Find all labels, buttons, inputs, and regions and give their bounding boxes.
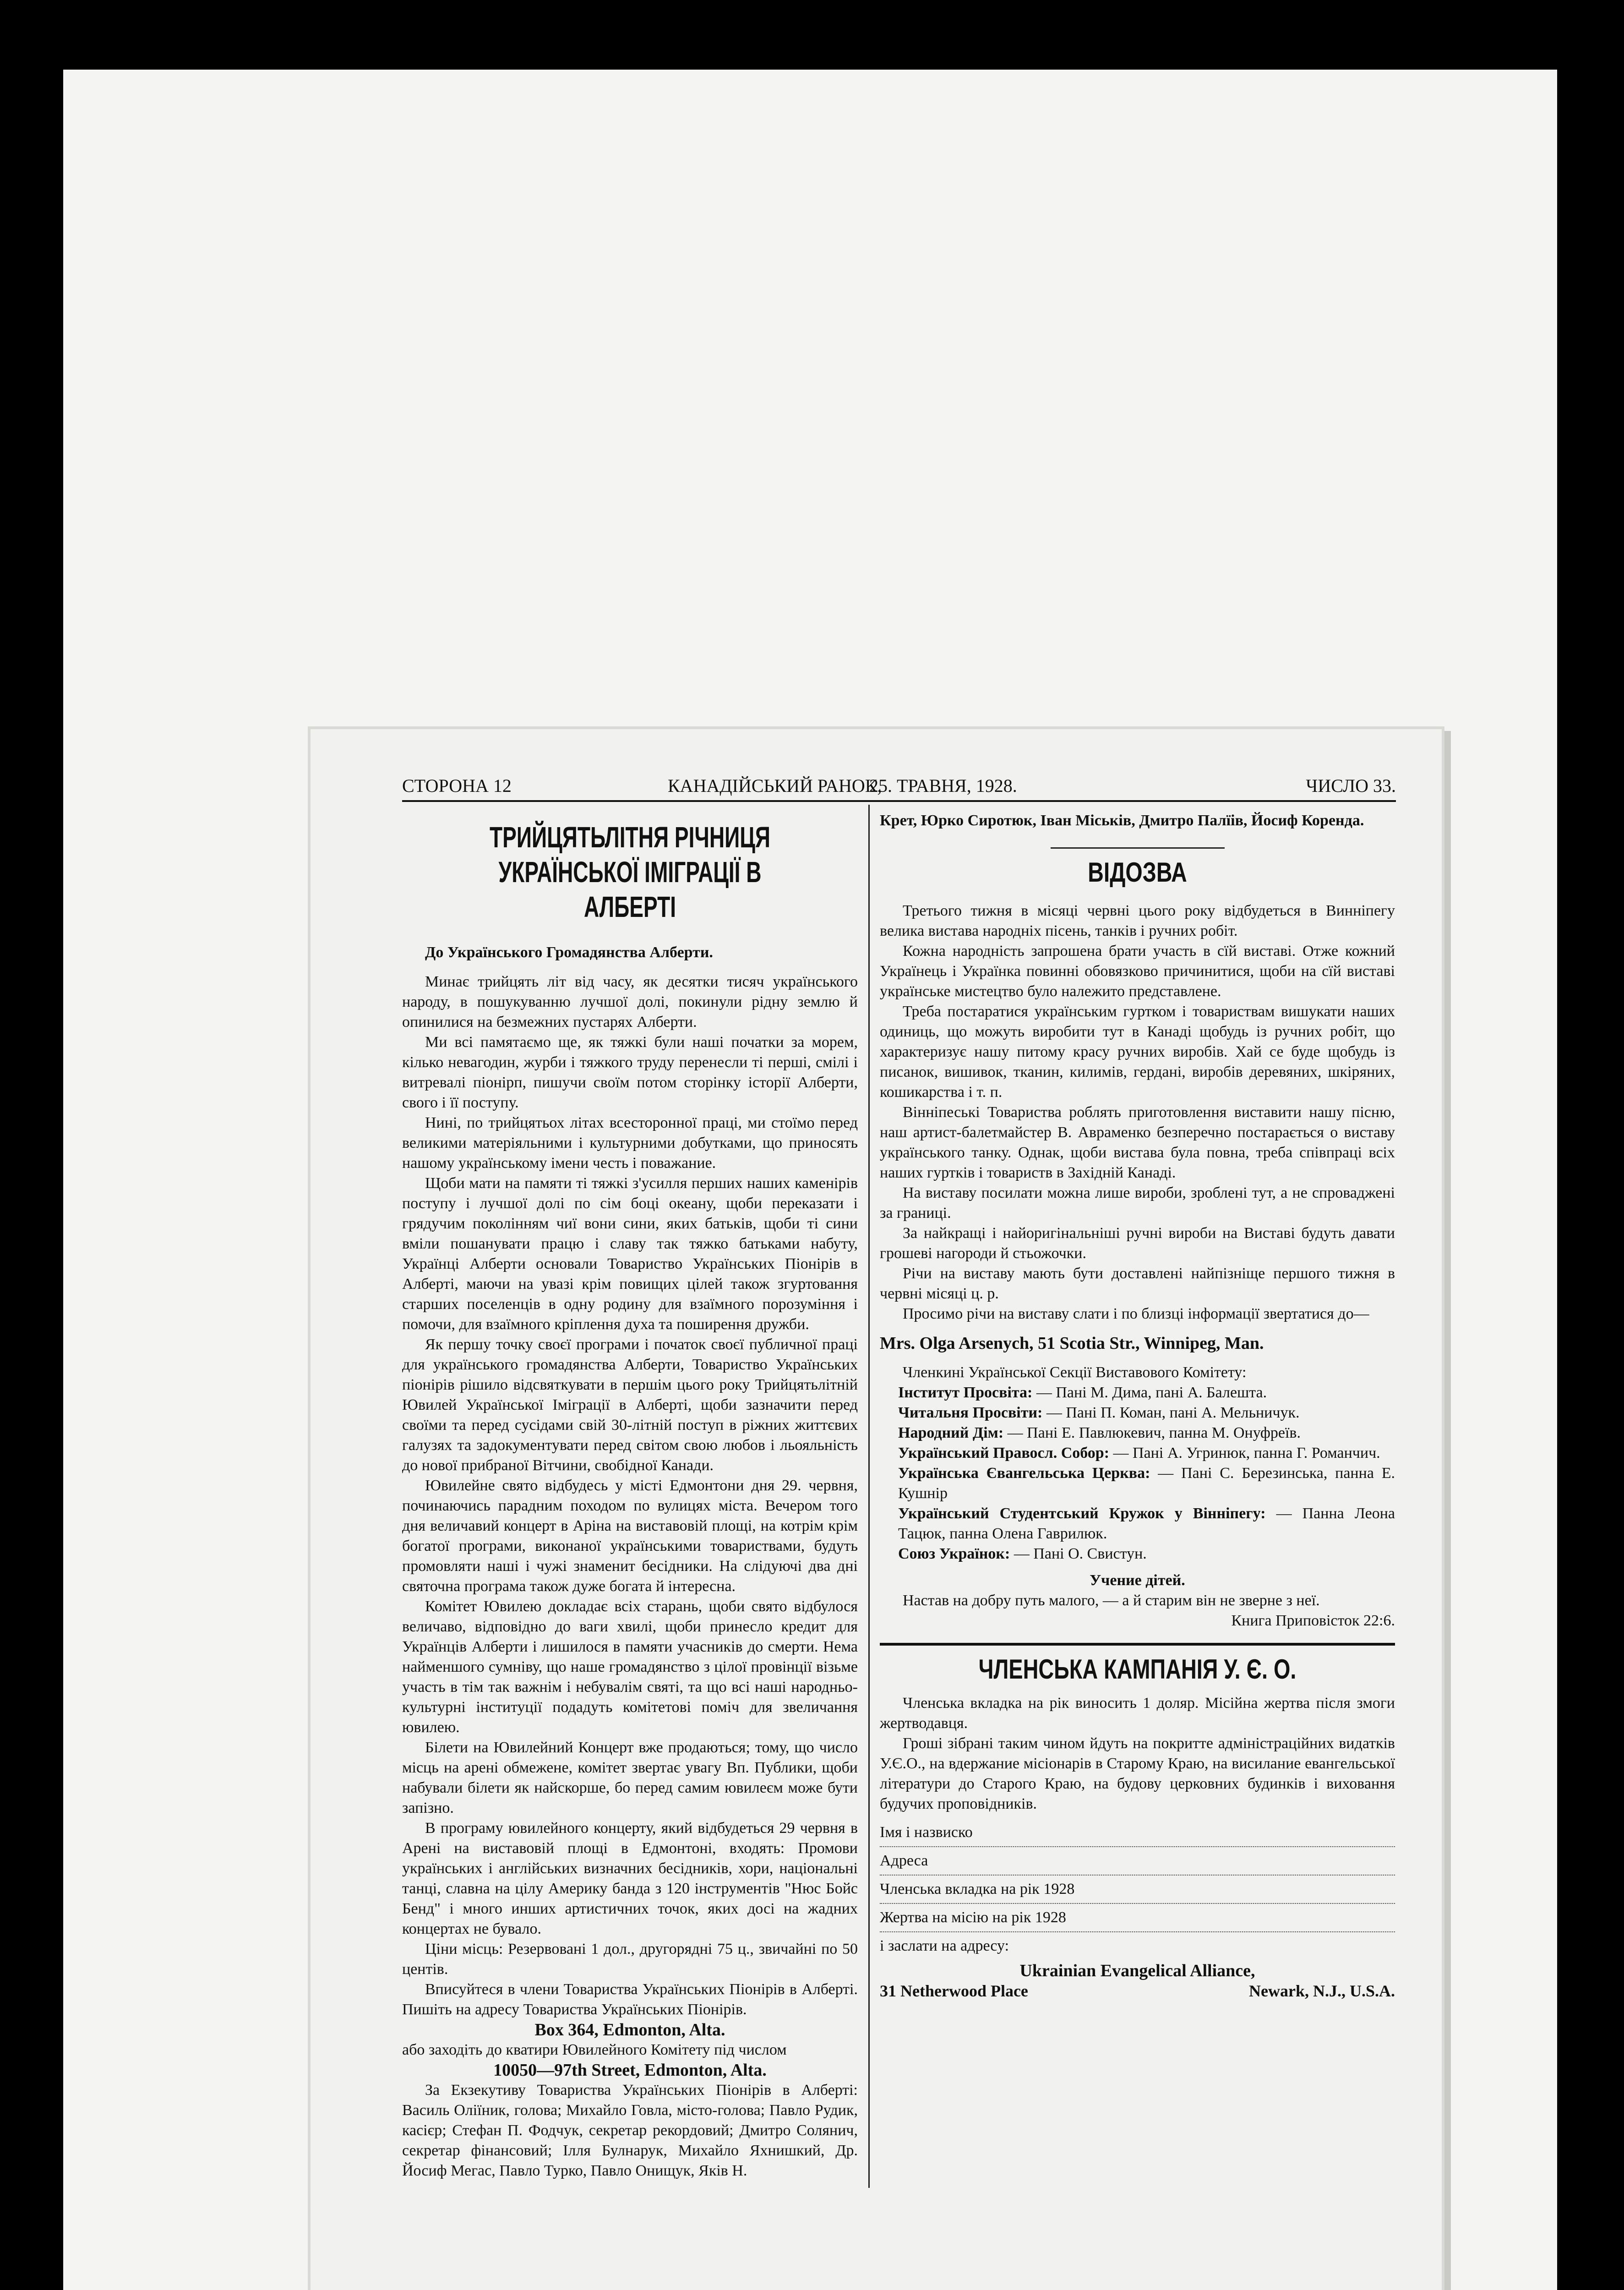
paragraph: Членкині Української Секції Виставового Комітету: xyxy=(903,1364,1247,1381)
alliance-street: 31 Netherwood Place xyxy=(880,1982,1028,2000)
committee-member xyxy=(880,1504,1395,1544)
newspaper-page xyxy=(311,729,1442,2290)
paragraph: Членська вкладка на рік виносить 1 доляр. Місійна жертва після змоги жертводавця. xyxy=(880,1695,1395,1732)
appeal-heading: ВІДОЗВА xyxy=(1088,857,1187,888)
proverb-title: Учение дітей. xyxy=(1090,1572,1185,1589)
paragraph: Ювилейне свято відбудесь у місті Едмонтони дня 29. червня, починаючись парадним походом по вулицях міста. Вечером того дня величавий концерт в Аріна на виставовій площі, на котрім крім богатої програми, виконаної українськими товариствами, будуть промовляти наші і чужі знаменит бесідники. На слідуючі два дні святочна програма також дуже богата й інтересна. xyxy=(402,1477,858,1595)
article-headline: ТРИЙЦЯТЬЛІТНЯ РІЧНИЦЯ УКРАЇНСЬКОЇ ІМІГРАЦІЇ В АЛБЕРТІ xyxy=(490,821,770,923)
form-field xyxy=(880,1819,1395,1847)
form-field xyxy=(880,1876,1395,1904)
committee-member xyxy=(880,1544,1395,1564)
committee-member xyxy=(880,1443,1395,1463)
alliance-address xyxy=(880,1981,1395,2001)
campaign-heading: ЧЛЕНСЬКА КАМПАНІЯ У. Є. О. xyxy=(978,1654,1297,1685)
section-rule xyxy=(880,1643,1395,1646)
column-divider xyxy=(868,805,870,2188)
member-names: — Пані М. Дима, пані А. Балешта. xyxy=(1036,1384,1267,1401)
committee-members xyxy=(880,1383,1395,1564)
paragraph: За найкращі і найоригінальніші ручні вироби на Виставі будуть давати грошеві нагороди й стьожочки. xyxy=(880,1225,1395,1262)
form-field-label: Жертва на місію на рік 1928 xyxy=(880,1909,1066,1926)
running-head xyxy=(402,775,1396,798)
form-field xyxy=(880,1904,1395,1932)
paragraph: Ми всі памятаємо ще, як тяжкі були наші початки за морем, кілько невагодин, журби і тяжкого труду перенесли ті перші, смілі і витревалі піонірп, пишучи своїм потом сторінку історії Алберти, свого і її поступу. xyxy=(402,1034,858,1111)
paragraph: Треба постаратися українським гуртком і товариствам вишукати наших одиниць, що можуть виробити тут в Канаді щобудь із ручних робіт, що характеризує нашу питому красу ручних виробів. Хай се буде щобудь із писанок, вишивок, тканин, килимів, гердані, виробів деревяних, шкіряних, кошикарства і т. п. xyxy=(880,1003,1395,1101)
member-names: — Панна Леона Тацюк, панна Олена Гаврилюк. xyxy=(898,1505,1395,1542)
committee-member xyxy=(880,1463,1395,1504)
committee-member xyxy=(880,1403,1395,1423)
member-names: — Пані С. Березинська, панна Е. Кушнір xyxy=(898,1465,1395,1502)
membership-form xyxy=(880,1819,1395,1932)
paragraph: Комітет Ювилею докладає всіх старань, щоби свято відбулося величаво, відповідно до ваги хвилі, щоби принесло кредит для Українців Алберти і лишилося в памяти учасників до смерти. Нема найменшого сумніву, що наше громадянство з цілої провінції візьме участь в тім так важнім і небувалім святі, та що всі наші народньо-культурні інституції подадуть комітетові поміч для звеличання ювилею. xyxy=(402,1598,858,1736)
proverb: Настав на добру путь малого, — а й старим він не зверне з неї. xyxy=(903,1592,1320,1609)
committee-member xyxy=(880,1423,1395,1443)
box-address: Box 364, Edmonton, Alta. xyxy=(534,2020,725,2039)
paragraph: Гроші зібрані таким чином йдуть на покритте адміністраційних видатків У.Є.О., на вдержание місіонарів в Старому Краю, на висилание евангельської літератури до Старого Краю, на будову церковних будинків і виховання будучих проповідників. xyxy=(880,1735,1395,1812)
paragraph: або заходіть до кватири Ювилейного Комітету під числом xyxy=(402,2041,787,2058)
continuation: Крет, Юрко Сиротюк, Іван Міськів, Дмитро Палїів, Йосиф Коренда. xyxy=(880,812,1364,829)
header-rule xyxy=(402,800,1396,802)
executive-list: За Екзекутиву Товариства Українських Піонірів в Алберті: Василь Оліїник, голова; Михайло Говла, місто-голова; Павло Рудик, касієр; Стефан П. Фодчук, секретар рекордовий; Дмитро Солянич, секретар фінансовий; Ілля Булнарук, Михайло Яхнишкий, Др. Йосиф Мегас, Павло Турко, Павло Онищук, Яків Н. xyxy=(402,2082,858,2179)
member-org: Союз Українок: xyxy=(898,1545,1014,1562)
paragraph: Щоби мати на памяти ті тяжкі з'усилля перших наших каменірів поступу і лучшої долі по сім боці океану, щоби переказати і грядучим поколінням чиї вони сини, яких батьків, щоби ті сини вміли пошанувати працю і славу так тяжко батьками набуту, Українці Алберти основали Товариство Українських Піонірів в Алберті, маючи на увазі крім повищих цілей також згуртовання старших поселенців в одну родину для взаїмного порозуміння і помочи, для взаїмного кріплення духа та поширення дружби. xyxy=(402,1175,858,1333)
member-org: Український Студентський Кружок у Вінніпегу: xyxy=(898,1505,1276,1522)
paragraph: На виставу посилати можна лише вироби, зроблені тут, а не спроваджені за границі. xyxy=(880,1184,1395,1221)
left-column xyxy=(402,811,858,2181)
paragraph: Минає трийцять літ від часу, як десятки тисяч українського народу, в пошукуванню лучшої долі, покинули рідну землю й опинилися на безмежних пустарях Алберти. xyxy=(402,973,858,1030)
member-names: — Пані О. Свистун. xyxy=(1014,1545,1147,1562)
paragraph: Просимо річи на виставу слати і по близці інформації звертатися до— xyxy=(903,1305,1369,1322)
paragraph: Третього тижня в місяці червні цього року відбудеться в Винніпегу велика вистава народніх пісень, танків і ручних робіт. xyxy=(880,902,1395,939)
alliance-name: Ukrainian Evangelical Alliance, xyxy=(1019,1961,1255,1980)
member-names: — Пані П. Коман, пані А. Мельничук. xyxy=(1046,1404,1300,1421)
contact-address: Mrs. Olga Arsenych, 51 Scotia Str., Winnipeg, Man. xyxy=(880,1334,1264,1353)
issue-number: ЧИСЛО 33. xyxy=(1306,775,1396,796)
section-rule xyxy=(1051,847,1225,849)
member-org: Українська Євангельська Церква: xyxy=(898,1465,1158,1482)
form-field-label: Членська вкладка на рік 1928 xyxy=(880,1881,1075,1897)
member-names: — Пані А. Угринюк, панна Г. Романчич. xyxy=(1113,1445,1380,1461)
member-org: Народний Дім: xyxy=(898,1424,1008,1441)
paragraph: Річи на виставу мають бути доставлені найпізніще першого тижня в червні місяці ц. р. xyxy=(880,1265,1395,1302)
paragraph: В програму ювилейного концерту, який відбудеться 29 червня в Арені на виставовій площі в Едмонтоні, входять: Промови українських і англійських визначних бесідників, хори, національні танці, славна на цілу Америку банда з 120 інструментів "Нюс Бойс Бенд" і много инших артистичних точок, яких досі на жадних концертах не бувало. xyxy=(402,1820,858,1937)
issue-date: 25. ТРАВНЯ, 1928. xyxy=(869,775,1017,796)
form-field-label: Адреса xyxy=(880,1852,928,1869)
member-names: — Пані Е. Павлюкевич, панна М. Онуфреїв. xyxy=(1007,1424,1301,1441)
page-number: СТОРОНА 12 xyxy=(402,775,512,796)
newspaper-title: КАНАДІЙСЬКИЙ РАНОК, xyxy=(668,775,882,796)
article-salute: До Українського Громадянства Алберти. xyxy=(425,944,713,961)
proverb-source: Книга Приповісток 22:6. xyxy=(1231,1612,1395,1629)
committee-member xyxy=(880,1383,1395,1403)
member-org: Читальня Просвіти: xyxy=(898,1404,1046,1421)
paragraph: Білети на Ювилейний Концерт вже продаються; тому, що число місць на арені обмежене, комітет звертає увагу Вп. Публики, щоби набували білети як найскорше, бо перед самим ювилеєм може бути запізно. xyxy=(402,1739,858,1816)
paragraph: Нині, по трийцятьох літах всесторонної праці, ми стоїмо перед великими матеріяльними і культурними добутками, що приносять нашому українському імени честь і поважание. xyxy=(402,1114,858,1172)
member-org: Інститут Просвіта: xyxy=(898,1384,1036,1401)
paragraph: Вінніпеські Товариства роблять приготовлення виставити нашу пісню, наш артист-балетмайстер В. Авраменко безперечно постарається о виставу українського танку. Однак, щоби вистава була повна, треба співпраці всіх наших гуртків і товариств в Західній Канаді. xyxy=(880,1104,1395,1181)
form-field xyxy=(880,1847,1395,1876)
member-org: Український Правосл. Собор: xyxy=(898,1445,1113,1461)
paragraph: Як першу точку своєї програми і початок своєї публичної праці для українського громадянства Алберти, Товариство Українських піонірів рішило відсвяткувати в першім цього року Трийцятьлітній Ювилей Української Іміграції в Алберті, щоби зазначити перед своїми та перед сусідами свій 30-літній поступ в ріжних життєвих галузях та задокументувати перед світом свою любов і льояльність до нової прибраної Вітчини, свобідної Канади. xyxy=(402,1336,858,1474)
send-note: і заслати на адресу: xyxy=(880,1937,1009,1954)
paragraph: Ціни місць: Резервовані 1 дол., другорядні 75 ц., звичайні по 50 центів. xyxy=(402,1941,858,1978)
paragraph: Вписуйтеся в члени Товариства Українських Піонірів в Алберті. Пишіть на адресу Товариства Українських Піонірів. xyxy=(402,1981,858,2018)
microfilm-frame xyxy=(63,70,1557,2290)
right-column xyxy=(880,811,1395,2001)
form-field-label: Імя і назвиско xyxy=(880,1824,973,1841)
street-address: 10050—97th Street, Edmonton, Alta. xyxy=(493,2061,767,2080)
paragraph: Кожна народність запрошена брати участь в сїй виставі. Отже кожний Українець і Українка повинні обовязково причинитися, щоби на сїй виставі українське мистецтво було належито представлене. xyxy=(880,943,1395,1000)
alliance-city: Newark, N.J., U.S.A. xyxy=(1249,1982,1395,2000)
